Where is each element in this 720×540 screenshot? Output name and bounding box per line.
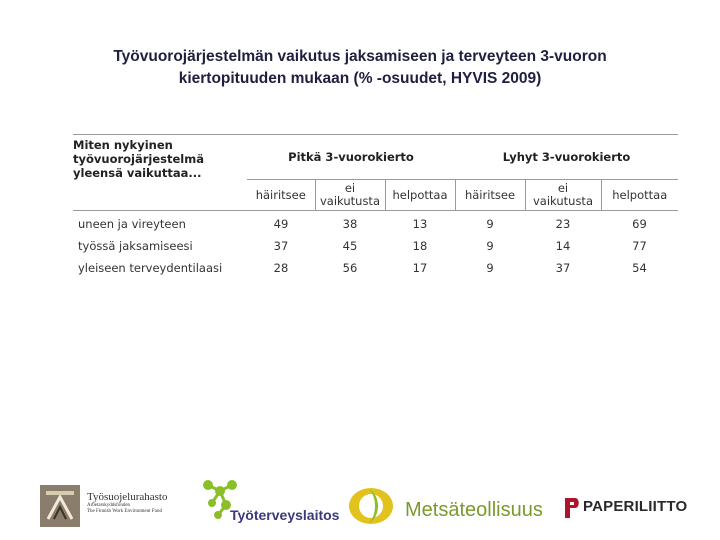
row-label: työssä jaksamiseesi xyxy=(78,239,193,253)
table-cell: 45 xyxy=(342,239,358,253)
column-header: helpottaa xyxy=(385,180,455,211)
mt-name: Metsäteollisuus xyxy=(405,499,543,521)
mt-leaf-icon xyxy=(347,485,399,527)
table-cell: 17 xyxy=(412,261,428,275)
table-cell: 38 xyxy=(342,217,358,231)
column-header: ei vaikutusta xyxy=(525,180,601,211)
sponsor-logos xyxy=(0,475,720,535)
table-cell: 56 xyxy=(342,261,358,275)
table-cell: 9 xyxy=(486,217,494,231)
row-label: yleiseen terveydentilaasi xyxy=(78,261,223,275)
table-cell: 37 xyxy=(273,239,289,253)
question-line-2: työvuorojärjestelmä xyxy=(73,152,204,166)
table-header-groups xyxy=(73,135,678,180)
table-row xyxy=(73,257,678,279)
table-row xyxy=(73,211,678,236)
title-line-2: kiertopituuden mukaan (% -osuudet, HYVIS 2009) xyxy=(178,70,542,87)
tsr-sub-1: Arbetarskyddsfonden xyxy=(87,503,131,508)
table-cell: 9 xyxy=(486,239,494,253)
title-line-1: Työvuorojärjestelmän vaikutus jaksamiseen ja terveyteen 3-vuoron xyxy=(113,48,607,65)
column-header: häiritsee xyxy=(247,180,315,211)
table-cell: 54 xyxy=(632,261,647,275)
tsr-name: Työsuojelurahasto xyxy=(87,491,168,503)
column-header: helpottaa xyxy=(601,180,678,211)
pl-mark-icon xyxy=(563,496,581,520)
table-cell: 37 xyxy=(555,261,571,275)
tsr-sub-2: The Finnish Work Environment Fund xyxy=(87,509,163,514)
paperiliitto-logo xyxy=(563,493,687,523)
pl-name: PAPERILIITTO xyxy=(583,498,688,515)
results-table xyxy=(73,134,678,279)
tyosuojelurahasto-logo xyxy=(40,485,172,529)
group-short-rotation: Lyhyt 3-vuorokierto xyxy=(455,135,678,180)
tsr-emblem-icon xyxy=(40,485,80,527)
question-line-1: Miten nykyinen xyxy=(73,138,173,152)
table-cell: 28 xyxy=(273,261,289,275)
metsateollisuus-logo xyxy=(347,485,557,527)
question-header xyxy=(73,135,247,211)
column-header: häiritsee xyxy=(455,180,525,211)
tyoterveyslaitos-logo xyxy=(200,477,342,527)
table-cell: 13 xyxy=(412,217,428,231)
table-cell: 77 xyxy=(632,239,647,253)
group-long-rotation: Pitkä 3-vuorokierto xyxy=(247,135,455,180)
table-cell: 49 xyxy=(273,217,289,231)
row-label: uneen ja vireyteen xyxy=(78,217,186,231)
table-cell: 14 xyxy=(555,239,571,253)
table-cell: 23 xyxy=(555,217,571,231)
table-row xyxy=(73,235,678,257)
table-cell: 9 xyxy=(486,261,494,275)
table-cell: 18 xyxy=(412,239,428,253)
tt-name: Työterveyslaitos xyxy=(230,507,340,523)
question-line-3: yleensä vaikuttaa... xyxy=(73,166,202,180)
page-title xyxy=(40,46,680,90)
table-cell: 69 xyxy=(632,217,647,231)
column-header: ei vaikutusta xyxy=(315,180,385,211)
